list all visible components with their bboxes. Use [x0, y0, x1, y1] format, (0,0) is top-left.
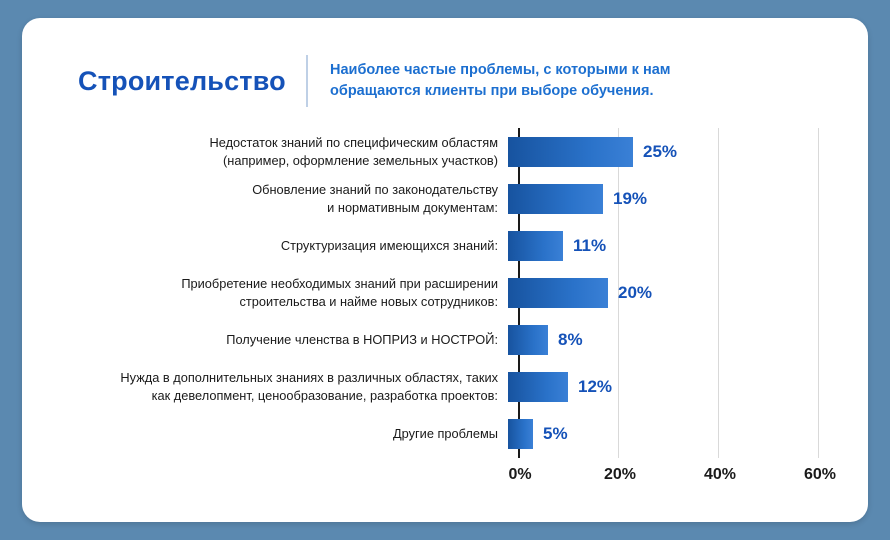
bar-container [508, 363, 846, 410]
category-label: Получение членства в НОПРИЗ и НОСТРОЙ: [226, 331, 498, 347]
table-row [56, 175, 846, 222]
bar-container [508, 222, 846, 269]
header [56, 46, 836, 116]
x-tick-40: 40% [703, 466, 737, 483]
chart-card [22, 18, 868, 522]
table-row [56, 128, 846, 175]
bar [508, 137, 633, 167]
bar-value-label: 19% [613, 188, 648, 208]
bar-container [508, 128, 846, 175]
bar [508, 184, 603, 214]
table-row [56, 363, 846, 410]
table-row [56, 269, 846, 316]
bar-container [508, 316, 846, 363]
header-subtitle: Наиболее частые проблемы, с которыми к нам обращаются клиенты при выборе обучения. [330, 61, 671, 99]
bar-chart [56, 118, 846, 498]
bar-value-label: 8% [558, 329, 583, 349]
page-title: Строительство [78, 65, 286, 96]
x-tick-0: 0% [508, 466, 532, 483]
bar-value-label: 25% [643, 141, 678, 161]
table-row [56, 222, 846, 269]
bar [508, 419, 533, 449]
header-divider [306, 55, 308, 107]
category-label: Структуризация имеющихся знаний: [280, 237, 498, 253]
bar-value-label: 11% [573, 235, 607, 255]
bar [508, 231, 563, 261]
bar-container [508, 175, 846, 222]
bar-container [508, 410, 846, 457]
x-tick-60: 60% [803, 466, 837, 483]
category-label: Другие проблемы [392, 425, 498, 441]
x-axis [56, 466, 846, 496]
bar [508, 325, 548, 355]
bar-value-label: 20% [618, 282, 653, 302]
bar-value-label: 5% [543, 423, 568, 443]
category-label: Приобретение необходимых знаний при расширении строительства и найме новых сотрудников: [181, 276, 498, 309]
bar-value-label: 12% [578, 376, 613, 396]
bar-container [508, 269, 846, 316]
plot-area [56, 118, 846, 458]
category-label: Обновление знаний по законодательству и нормативным документам: [252, 182, 498, 215]
bar [508, 372, 568, 402]
table-row [56, 316, 846, 363]
category-label: Недостаток знаний по специфическим областям (например, оформление земельных участков) [209, 135, 498, 168]
bar-rows [56, 128, 846, 458]
category-label: Нужда в дополнительных знаниях в различных областях, таких как девелопмент, ценообразование, разработка проектов: [120, 370, 498, 403]
bar [508, 278, 608, 308]
x-tick-20: 20% [603, 466, 637, 483]
table-row [56, 410, 846, 457]
